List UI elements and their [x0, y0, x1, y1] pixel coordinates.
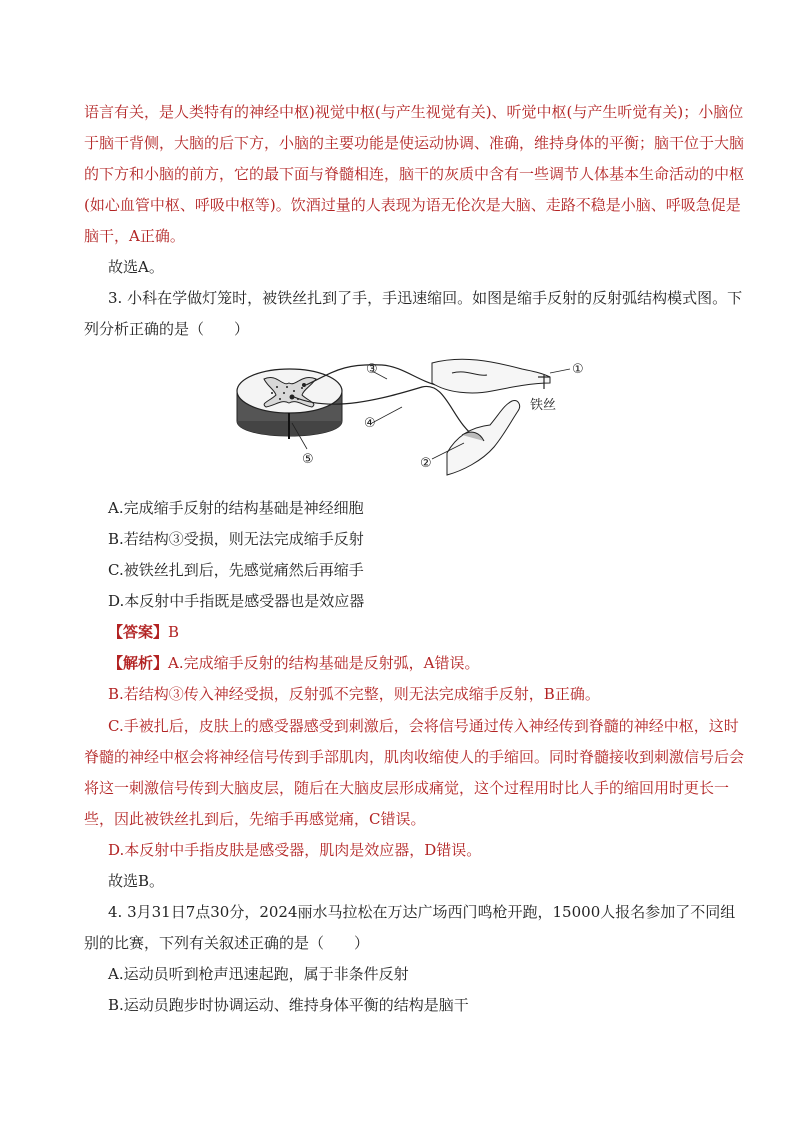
question-3-stem: 3. 小科在学做灯笼时，被铁丝扎到了手，手迅速缩回。如图是缩手反射的反射弧结构模式图。下 — [108, 289, 743, 307]
option-d: D.本反射中手指既是感受器也是效应器 — [108, 592, 365, 610]
wire-label: 铁丝 — [530, 398, 557, 413]
analysis-tag: 【解析】 — [108, 654, 169, 672]
paragraph-line: 语言有关，是人类特有的神经中枢)视觉中枢(与产生视觉有关)、听觉中枢(与产生听觉有关)；小脑位 — [84, 103, 744, 121]
paragraph-line: (如心血管中枢、呼吸中枢等)。饮酒过量的人表现为语无伦次是大脑、走路不稳是小脑、呼吸急促是 — [84, 196, 741, 214]
answer-value: B — [168, 623, 180, 641]
analysis-d: D.本反射中手指皮肤是感受器，肌肉是效应器，D错误。 — [108, 841, 482, 859]
label-1: ① — [572, 362, 584, 377]
analysis-a: A.完成缩手反射的结构基础是反射弧，A错误。 — [168, 654, 480, 672]
analysis-line — [108, 653, 479, 673]
arm-upper — [432, 359, 550, 393]
question-4-stem: 4. 3月31日7点30分，2024丽水马拉松在万达广场西门鸣枪开跑，15000人报名参加了不同组 — [108, 903, 736, 921]
analysis-c: C.手被扎后，皮肤上的感受器感受到刺激后，会将信号通过传入神经传到脊髓的神经中枢，这时 — [108, 717, 739, 735]
option-b: B.若结构③受损，则无法完成缩手反射 — [108, 530, 364, 548]
question-3-stem-cont: 列分析正确的是（ ） — [84, 320, 250, 338]
arm-lower — [447, 401, 520, 475]
paragraph-line: 的下方和小脑的前方，它的最下面与脊髓相连，脑干的灰质中含有一些调节人体基本生命活动的中枢 — [84, 165, 745, 183]
label-2: ② — [420, 456, 432, 471]
label-3: ③ — [366, 362, 378, 377]
reflex-arc-figure — [232, 343, 592, 481]
reflex-arc-diagram — [232, 343, 592, 481]
paragraph-line: 于脑干背侧，大脑的后下方，小脑的主要功能是使运动协调、准确，维持身体的平衡；脑干位于大脑 — [84, 134, 745, 152]
q4-option-a: A.运动员听到枪声迅速起跑，属于非条件反射 — [108, 965, 409, 983]
analysis-c-cont: 脊髓的神经中枢会将神经信号传到手部肌肉，肌肉收缩使人的手缩回。同时脊髓接收到刺激信号后会 — [84, 748, 745, 766]
choice-conclusion: 故选B。 — [108, 872, 165, 890]
choice-conclusion: 故选A。 — [108, 258, 164, 276]
label-5: ⑤ — [302, 452, 314, 467]
question-4-stem-cont: 别的比赛，下列有关叙述正确的是（ ） — [84, 934, 370, 952]
q4-option-b: B.运动员跑步时协调运动、维持身体平衡的结构是脑干 — [108, 996, 469, 1014]
option-a: A.完成缩手反射的结构基础是神经细胞 — [108, 499, 364, 517]
answer-line — [108, 622, 179, 642]
analysis-c-cont: 将这一刺激信号传到大脑皮层，随后在大脑皮层形成痛觉，这个过程用时比人手的缩回用时更长一 — [84, 779, 730, 797]
paragraph-line: 脑干，A正确。 — [84, 227, 185, 245]
analysis-c-cont: 些，因此被铁丝扎到后，先缩手再感觉痛，C错误。 — [84, 810, 426, 828]
label-4: ④ — [364, 416, 376, 431]
analysis-b: B.若结构③传入神经受损，反射弧不完整，则无法完成缩手反射，B正确。 — [108, 685, 600, 703]
answer-tag: 【答案】 — [108, 623, 169, 641]
option-c: C.被铁丝扎到后，先感觉痛然后再缩手 — [108, 561, 364, 579]
